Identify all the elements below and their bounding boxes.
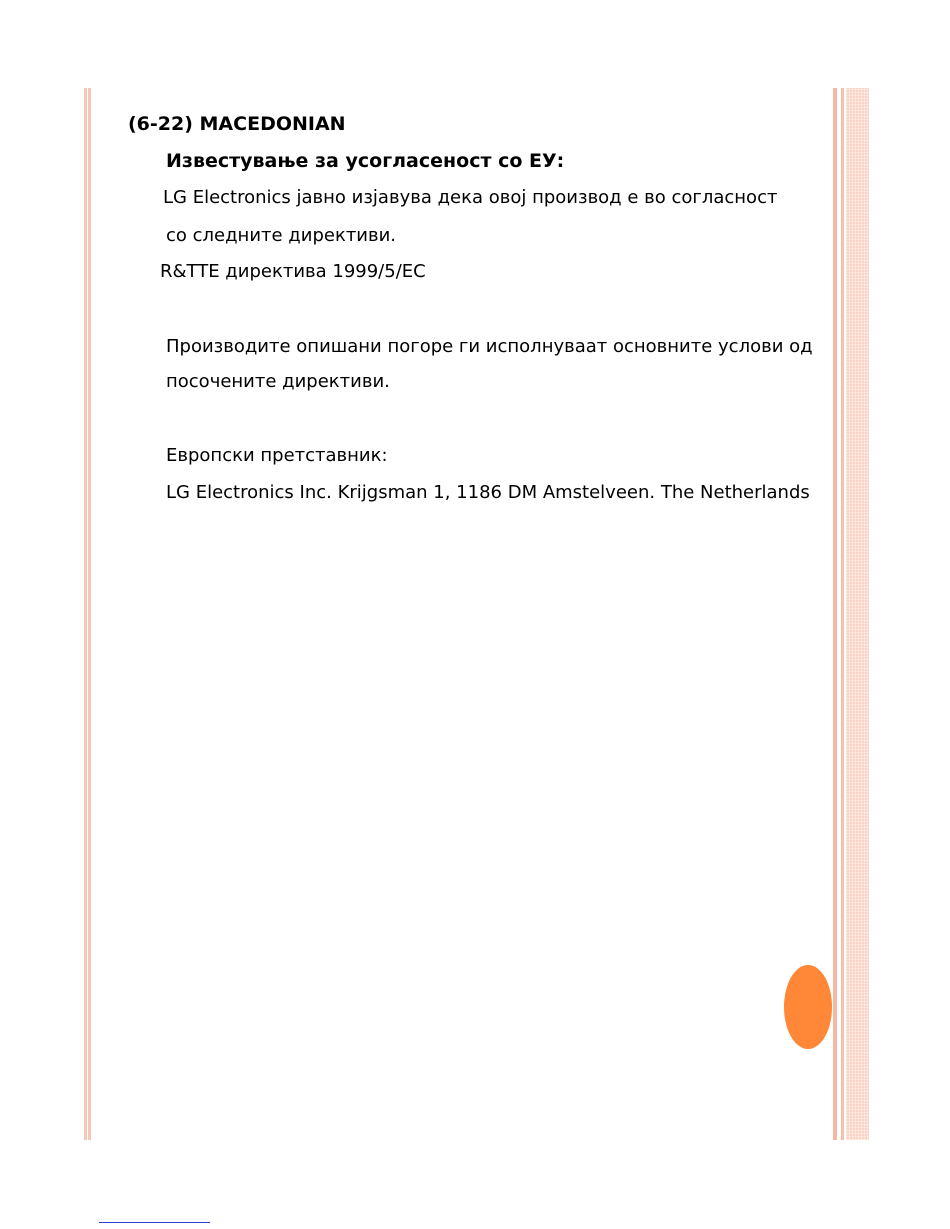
footer-link-underline: [99, 1222, 210, 1223]
declaration-text-line-1: LG Electronics јавно изјавува дека овој производ е во согласност: [163, 187, 778, 208]
products-text-line-2: посочените директиви.: [166, 371, 390, 392]
left-page-border: [84, 88, 91, 1140]
right-page-border: [833, 88, 869, 1140]
section-title: (6-22) MACEDONIAN: [128, 113, 346, 135]
declaration-text-line-2: со следните директиви.: [166, 225, 397, 246]
directive-text: R&TTE директива 1999/5/EC: [160, 261, 426, 282]
products-text-line-1: Производите опишани погоре ги исполнуваат основните услови од: [166, 336, 813, 357]
orange-ellipse-decoration: [784, 965, 832, 1049]
representative-address: LG Electronics Inc. Krijgsman 1, 1186 DM Amstelveen. The Netherlands: [166, 482, 810, 503]
eu-compliance-subtitle: Известување за усогласеност со ЕУ:: [166, 150, 565, 172]
representative-label: Европски претставник:: [166, 445, 388, 466]
